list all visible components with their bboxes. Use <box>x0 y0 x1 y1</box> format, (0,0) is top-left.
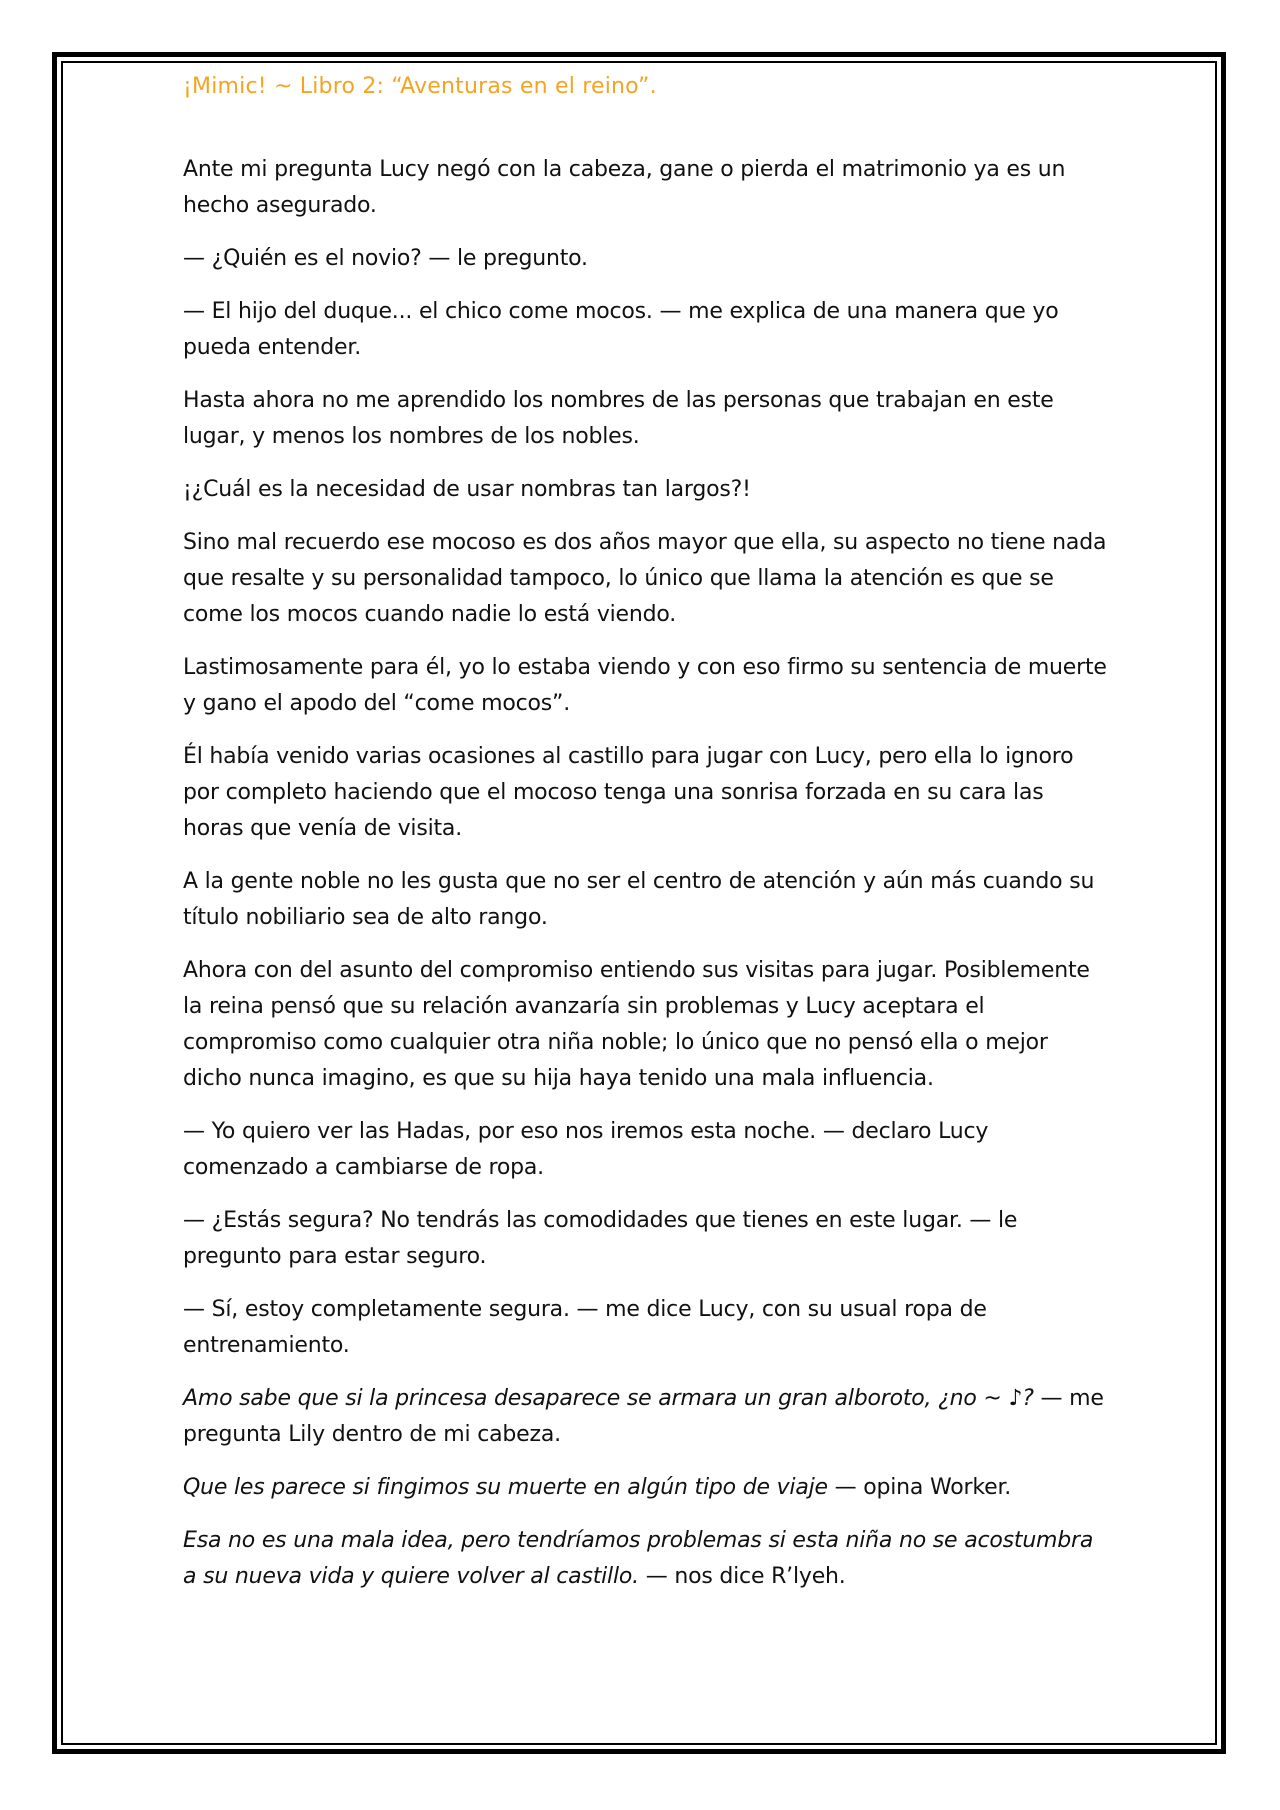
book-header-title: ¡Mimic! ~ Libro 2: “Aventuras en el reino”. <box>183 74 657 99</box>
thought-text: Que les parece si fingimos su muerte en algún tipo de viaje <box>183 1475 828 1500</box>
paragraph: A la gente noble no les gusta que no ser el centro de atención y aún más cuando su título nobiliario sea de alto rango. <box>183 869 1095 930</box>
dialogue-paragraph: — Sí, estoy completamente segura. — me dice Lucy, con su usual ropa de entrenamiento. <box>183 1297 987 1358</box>
paragraph: Sino mal recuerdo ese mocoso es dos años mayor que ella, su aspecto no tiene nada que resalte y su personalidad tampoco, lo único que llama la atención es que se come los mocos cuando nadie lo está viendo. <box>183 530 1107 627</box>
paragraph: ¡¿Cuál es la necesidad de usar nombras tan largos?! <box>183 477 751 502</box>
attribution-text: — me pregunta Lily dentro de mi cabeza. <box>183 1386 1104 1447</box>
paragraph: Ante mi pregunta Lucy negó con la cabeza, gane o pierda el matrimonio ya es un hecho asegurado. <box>183 157 1066 218</box>
dialogue-paragraph: — ¿Quién es el novio? — le pregunto. <box>183 246 588 271</box>
thought-text: Amo sabe que si la princesa desaparece se armara un gran alboroto, ¿no ~ ♪? <box>183 1386 1034 1411</box>
chapter-text <box>183 152 1108 1612</box>
paragraph: Hasta ahora no me aprendido los nombres de las personas que trabajan en este lugar, y menos los nombres de los nobles. <box>183 388 1054 449</box>
dialogue-paragraph: — Yo quiero ver las Hadas, por eso nos iremos esta noche. — declaro Lucy comenzado a cambiarse de ropa. <box>183 1119 989 1180</box>
paragraph: Ahora con del asunto del compromiso entiendo sus visitas para jugar. Posiblemente la reina pensó que su relación avanzaría sin problemas y Lucy aceptara el compromiso como cualquier otra niña noble; lo único que no pensó ella o mejor dicho nunca imagino, es que su hija haya tenido una mala influencia. <box>183 958 1090 1091</box>
thought-paragraph <box>183 1381 1108 1453</box>
thought-text: Esa no es una mala idea, pero tendríamos problemas si esta niña no se acostumbra a su nueva vida y quiere volver al castillo. <box>183 1528 1094 1589</box>
thought-paragraph <box>183 1470 1108 1506</box>
dialogue-paragraph: — El hijo del duque... el chico come mocos. — me explica de una manera que yo pueda entender. <box>183 299 1059 360</box>
attribution-text: — opina Worker. <box>827 1475 1012 1500</box>
paragraph: Él había venido varias ocasiones al castillo para jugar con Lucy, pero ella lo ignoro por completo haciendo que el mocoso tenga una sonrisa forzada en su cara las horas que venía de visita. <box>183 744 1074 841</box>
dialogue-paragraph: — ¿Estás segura? No tendrás las comodidades que tienes en este lugar. — le pregunto para estar seguro. <box>183 1208 1018 1269</box>
attribution-text: — nos dice R’lyeh. <box>638 1564 846 1589</box>
paragraph: Lastimosamente para él, yo lo estaba viendo y con eso firmo su sentencia de muerte y gano el apodo del “come mocos”. <box>183 655 1107 716</box>
thought-paragraph <box>183 1523 1108 1595</box>
